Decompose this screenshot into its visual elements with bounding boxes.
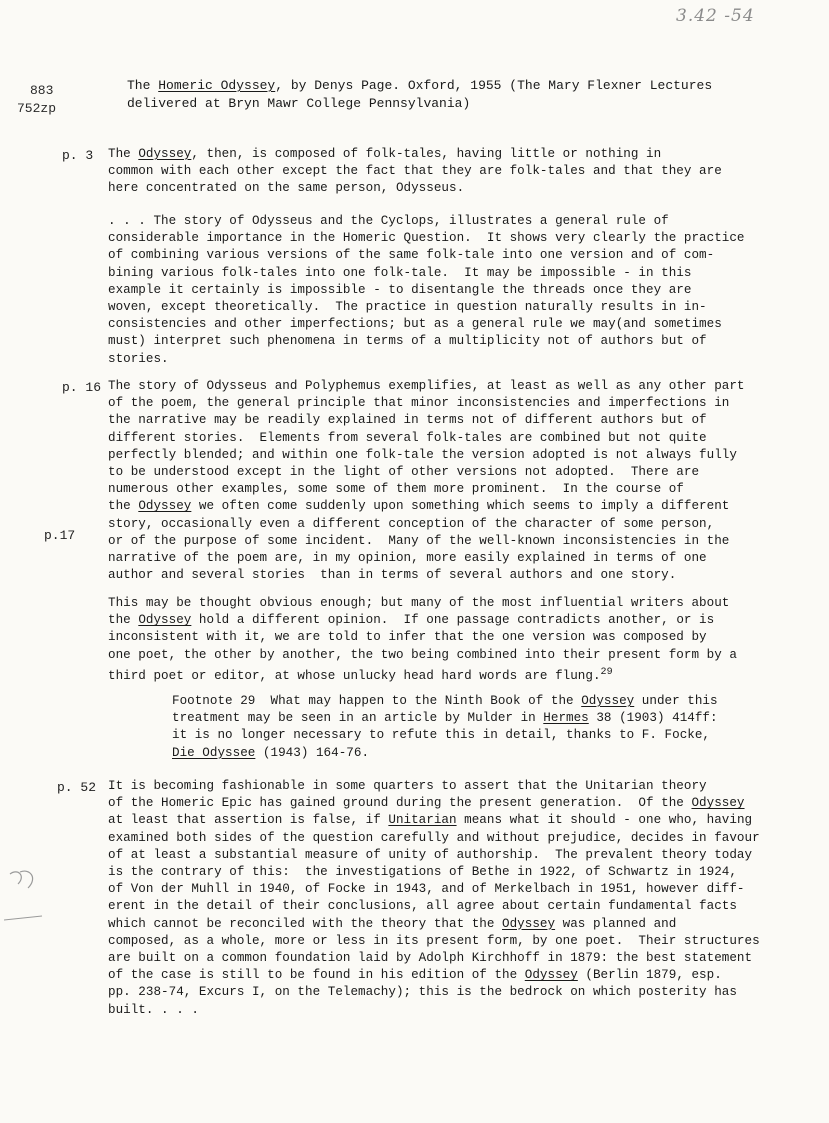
citation-heading-line-1: The Homeric Odyssey, by Denys Page. Oxford, 1955 (The Mary Flexner Lectures: [127, 78, 713, 93]
call-number-line-2: 752zp: [17, 101, 57, 116]
page-ref-p16: p. 16: [62, 380, 102, 395]
excerpt-p16: The story of Odysseus and Polyphemus exemplifies, at least as well as any other part of the poem, the general principle that minor inconsistencies and imperfections in the narrative may be readily explained in terms not of different authors but of different stories. Elements from several folk-tales are combined but not quite perfectly blended; and within one folk-tale the version adopted is not always fully to be understood except in the light of other versions not adopted. There are numerous other examples, some some of them more prominent. In the course of the Odyssey we often come suddenly upon something which seems to imply a different story, occasionally even a different conception of the character of some person, or of the purpose of some incident. Many of the well-known inconsistencies in the narrative of the poem are, in my opinion, more easily explained in terms of one author and several stories than in terms of several authors and one story.: [108, 379, 745, 583]
footnote-marker: 29: [600, 666, 613, 678]
margin-pencil-mark: [4, 866, 44, 926]
page-ref-p17: p.17: [44, 528, 76, 543]
excerpt-p3: The Odyssey, then, is composed of folk-tales, having little or nothing in common with each other except the fact that they are folk-tales and that they are here concentrated on the same person, Odysseus.: [108, 147, 722, 196]
excerpt-p3-continued: . . . The story of Odysseus and the Cyclops, illustrates a general rule of considerable importance in the Homeric Question. It shows very clearly the practice of combining various versions of the same folk-tale into one version and of com- bining various folk-tales into one folk-tale. It may be impossible - in this example it certainly is impossible - to disentangle the threads once they are woven, except theoretically. The practice in question naturally results in in- consistencies and other imperfections; but as a general rule we may(and sometimes must) interpret such phenomena in terms of a multiplicity not of authors but of stories.: [108, 214, 745, 366]
excerpt-p17: This may be thought obvious enough; but many of the most influential writers about the Odyssey hold a different opinion. If one passage contradicts another, or is inconsistent with it, we are told to infer that the one version was composed by one poet, the other by another, the two being combined into their present form by a third poet or editor, at whose unlucky head hard words are flung.$^{29}$: [108, 596, 737, 683]
citation-heading-line-2: delivered at Bryn Mawr College Pennsylvania): [127, 96, 471, 111]
call-number-line-1: 883: [30, 83, 54, 98]
book-title: Homeric Odyssey: [158, 78, 276, 93]
corner-pencil-note: 3.42 -54: [676, 6, 755, 26]
page-ref-p52: p. 52: [57, 780, 97, 795]
footnote-29: Footnote 29 What may happen to the Ninth Book of the Odyssey under this treatment may be seen in an article by Mulder in Hermes 38 (1903) 414ff: it is no longer necessary to refute this in detail, thanks to F. Focke, Die Odyssee (1943) 164-76.: [172, 694, 718, 760]
excerpt-p52: It is becoming fashionable in some quarters to assert that the Unitarian theory of the Homeric Epic has gained ground during the present generation. Of the Odyssey at least that assertion is false, if Unitarian means what it should - one who, having examined both sides of the question carefully and without prejudice, decides in favour of at least a substantial measure of unity of authorship. The prevalent theory today is the contrary of this: the investigations of Bethe in 1922, of Schwartz in 1924, of Von der Muhll in 1940, of Focke in 1943, and of Merkelbach in 1951, however diff- erent in the detail of their conclusions, all agree about certain fundamental facts which cannot be reconciled with the theory that the Odyssey was planned and composed, as a whole, more or less in its present form, by one poet. Their structures are built on a common foundation laid by Adolph Kirchhoff in 1879: the best statement of the case is still to be found in his edition of the Odyssey (Berlin 1879, esp. pp. 238-74, Excurs I, on the Telemachy); this is the bedrock on which posterity has built. . . .: [108, 779, 760, 1017]
page-ref-p3: p. 3: [62, 148, 94, 163]
